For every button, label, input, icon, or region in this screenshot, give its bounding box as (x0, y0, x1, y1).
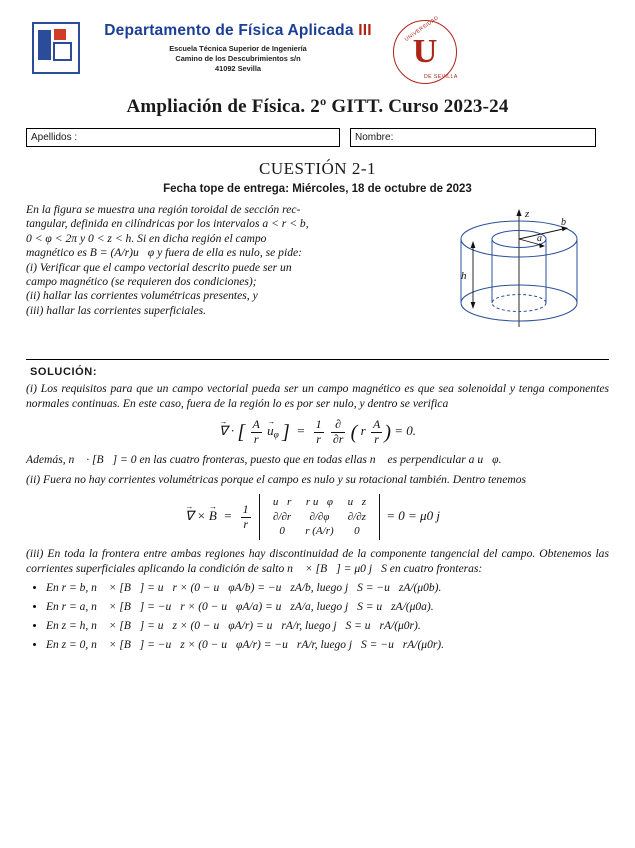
matrix-row: u⃗r r u⃗φ u⃗z (272, 496, 366, 509)
statement-line-3: 0 < φ < 2π y 0 < z < h. Si en dicha región el campo (26, 231, 267, 245)
solution-part-ii: (ii) Fuera no hay corrientes volumétricas porque el campo es nulo y su rotacional también. Dentro tenemos (26, 472, 527, 486)
unit-vector-phi: u → (267, 424, 274, 439)
bracket-open: [ (237, 421, 246, 444)
svg-text:b: b (561, 217, 566, 228)
partial-derivative: $\frac{\partial}{\partial r}$ (332, 417, 344, 446)
svg-text:a: a (537, 233, 542, 244)
curl-prefactor: $\frac{1}{r}$ (242, 502, 249, 531)
page-title: Ampliación de Física. 2º GITT. Curso 2023-24 (126, 96, 509, 117)
statement-line-4: magnético es B = (A/r)u⃗φ y fuera de ella es nulo, se pide: (26, 246, 302, 260)
svg-text:z: z (525, 208, 530, 220)
fraction-1-over-r: $\frac{1}{r}$ (315, 417, 322, 446)
equation-divergence: ∇ → · [ $\frac{A}{r}$ $u \to_\varphi$ ] = $\frac{1}{r}$ $\frac{\partial}{\partial r}$ ( r $\frac{A}{r}$ ) = 0. (26, 418, 609, 446)
school-line-3: 41092 Sevilla (214, 64, 262, 73)
toroid-figure-svg (411, 205, 607, 345)
nombre-field[interactable] (350, 128, 596, 147)
equation-curl: ∇ → × B → = $\frac{1}{r}$ u⃗r r u⃗φ u⃗z ∂/∂r ∂/∂φ ∂/∂z 0 r (A/r) 0 = 0 = μ0 j⃗ (26, 494, 609, 540)
department-title (88, 22, 388, 40)
school-line-1: Escuela Técnica Superior de Ingeniería (169, 44, 307, 53)
bracket-close: ] (282, 421, 290, 444)
section-divider (26, 359, 609, 360)
nabla-symbol: ∇ → (219, 424, 228, 439)
list-item: • En z = 0, n⃗ × [B⃗] = −u⃗z × (0 − u⃗φA/r) = −u⃗rA/r, luego j⃗S = −u⃗rA/(μ0r). (46, 637, 609, 654)
university-seal-icon (371, 15, 467, 84)
statement-section (26, 203, 609, 351)
question-statement (26, 203, 398, 318)
matrix-row: ∂/∂r ∂/∂φ ∂/∂z (272, 510, 366, 523)
determinant-matrix (259, 494, 380, 540)
curl-rhs: = 0 = μ0 j⃗ (386, 508, 451, 523)
seal-bottom-text: DE SEVILLA (424, 74, 458, 80)
toroid-figure (411, 205, 607, 345)
list-item: • En r = b, n⃗ × [B⃗] = u⃗r × (0 − u⃗φA/b) = −u⃗zA/b, luego j⃗S = −u⃗zA/(μ0b). (46, 580, 609, 597)
student-fields (26, 128, 609, 147)
equation-result: = 0. (394, 423, 417, 439)
solution-body (26, 382, 609, 654)
school-address (88, 44, 388, 74)
apellidos-label: Apellidos : (31, 132, 78, 143)
question-heading: CUESTIÓN 2-1 (259, 159, 376, 178)
statement-line-6: campo magnético (se requieren dos condiciones); (26, 275, 257, 289)
solution-part-i: (i) Los requisitos para que un campo vectorial pueda ser un campo magnético es que sea solenoidal y tenga componentes normales continuas. En este caso, fuera de la región lo es por ser nulo, y dentro se verifica (26, 382, 609, 410)
school-line-2: Camino de los Descubrimientos s/n (175, 54, 301, 63)
apellidos-field[interactable] (26, 128, 340, 147)
department-heading (88, 22, 388, 74)
solution-after-eq1: Además, n⃗ · [B⃗] = 0 en las cuatro fronteras, puesto que en todas ellas n⃗ es perpendicular a u⃗φ. (26, 452, 502, 466)
surface-current-list (26, 580, 609, 654)
fraction-a-over-r: $\frac{A}{r}$ (252, 417, 260, 446)
statement-line-1: En la figura se muestra una región toroidal de sección rec- (26, 203, 301, 216)
solution-part-iii: (iii) En toda la frontera entre ambas regiones hay discontinuidad de la componente tangencial del campo. Obtenemos las corrientes superficiales aplicando la condición de salto n⃗ × [B⃗] = μ0 j⃗S en cuatro fronteras: (26, 546, 609, 575)
fraction-a-over-r-inner: $\frac{A}{r}$ (372, 417, 381, 446)
list-item: • En z = h, n⃗ × [B⃗] = u⃗z × (0 − u⃗φA/r) = u⃗rA/r, luego j⃗S = u⃗rA/(μ0r). (46, 618, 609, 635)
matrix-row: 0 r (A/r) 0 (279, 525, 360, 538)
department-name: Departamento de Física Aplicada (104, 22, 354, 39)
seal-top-text: UNIVERSIDAD (403, 15, 440, 43)
department-roman: III (358, 22, 372, 39)
seal-letter: U (412, 33, 438, 70)
statement-line-5: (i) Verificar que el campo vectorial descrito puede ser un (26, 260, 292, 274)
nombre-label: Nombre: (355, 132, 394, 143)
svg-text:h: h (461, 270, 467, 282)
statement-line-2: tangular, definida en cilíndricas por los intervalos a < r < b, (26, 217, 309, 231)
list-item: • En r = a, n⃗ × [B⃗] = −u⃗r × (0 − u⃗φA/a) = u⃗zA/a, luego j⃗S = u⃗zA/(μ0a). (46, 599, 609, 616)
statement-line-7: (ii) hallar las corrientes volumétricas presentes, y (26, 289, 258, 303)
statement-line-8: (iii) hallar las corrientes superficiales. (26, 303, 207, 317)
solution-label: SOLUCIÓN: (30, 366, 98, 378)
department-logo-icon (32, 22, 78, 72)
document-header (26, 15, 609, 90)
question-deadline: Fecha tope de entrega: Miércoles, 18 de octubre de 2023 (163, 183, 472, 195)
